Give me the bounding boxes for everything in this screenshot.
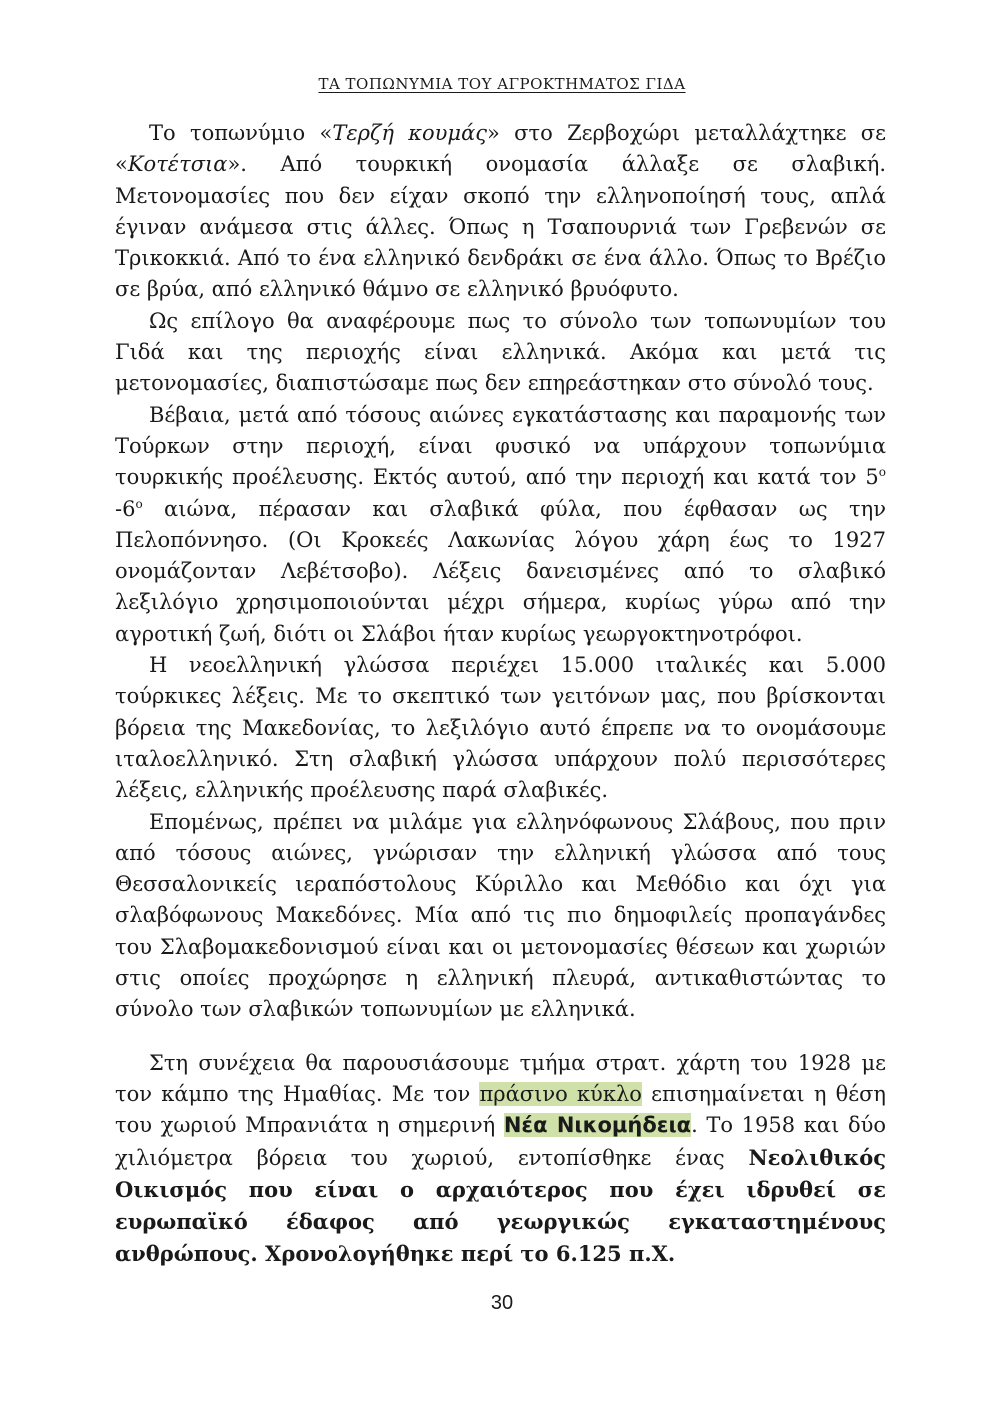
text-run: Βέβαια, μετά από τόσους αιώνες εγκατάστασης και παραμονής των Τούρκων στην περιοχή, είναι φυσικό να υπάρχουν τοπωνύμια τουρκικής προέλευσης. Εκτός αυτού, από την περιοχή και κατά τον 5 bbox=[115, 402, 886, 490]
paragraph-4: Η νεοελληνική γλώσσα περιέχει 15.000 ιταλικές και 5.000 τούρκικες λέξεις. Με το σκεπτικό των γειτόνων μας, που βρίσκονται βόρεια της Μακεδονίας, το λεξιλόγιο αυτό έπρεπε να το ονομάσουμε ιταλοελληνικό. Στη σλαβική γλώσσα υπάρχουν πολύ περισσότερες λέξεις, ελληνικής προέλευσης παρά σλαβικές. bbox=[115, 653, 886, 803]
paragraph-5: Επομένως, πρέπει να μιλάμε για ελληνόφωνους Σλάβους, που πριν από τόσους αιώνες, γνώρισαν την ελληνική γλώσσα από τους Θεσσαλονικείς ιεραπόστολους Κύριλλο και Μεθόδιο και όχι για σλαβόφωνους Μακεδόνες. Μία από τις πιο δημοφιλείς προπαγάνδες του Σλαβομακεδονισμού είναι και οι μετονομασίες θέσεων και χωριών στις οποίες προχώρησε η ελληνική πλευρά, αντικαθιστώντας το σύνολο των σλαβικών τοπωνυμίων με ελληνικά. bbox=[115, 809, 886, 1022]
running-header-text: ΤΑ ΤΟΠΩΝΥΜΙΑ ΤΟΥ ΑΓΡΟΚΤΗΜΑΤΟΣ ΓΙΔΑ bbox=[318, 75, 686, 93]
text-run: . Το 1958 και δύο χιλιόμετρα βόρεια του χωριού, εντοπίσθηκε ένας bbox=[115, 1113, 886, 1170]
highlighted-phrase: πράσινο κύκλο bbox=[479, 1081, 642, 1106]
ordinal-superscript: ο bbox=[878, 465, 886, 480]
highlighted-place-name: Νέα Νικομήδεια bbox=[503, 1113, 692, 1138]
text-run: επισημαίνεται η θέση του χωριού Μπρανιάτα η σημερινή bbox=[115, 1081, 887, 1138]
paragraph-6 bbox=[115, 1048, 886, 1271]
text-run: Το τοπωνύμιο « bbox=[149, 121, 333, 145]
ordinal-superscript: ο bbox=[135, 496, 143, 511]
paragraph-2: Ως επίλογο θα αναφέρουμε πως το σύνολο των τοπωνυμίων του Γιδά και της περιοχής είναι ελληνικά. Ακόμα και μετά τις μετονομασίες, διαπιστώσαμε πως δεν επηρεάστηκαν στο σύνολό τους. bbox=[115, 308, 886, 396]
text-run: Στη συνέχεια θα παρουσιάσουμε τμήμα στρατ. χάρτη του 1928 με τον κάμπο της Ημαθίας. Με τον bbox=[115, 1050, 886, 1106]
italic-term: Κοτέτσια bbox=[127, 152, 228, 177]
body-text bbox=[115, 118, 886, 1271]
text-run: αιώνα, πέρασαν και σλαβικά φύλα, που έφθασαν ως την Πελοπόννησο. (Οι Κροκεές Λακωνίας λόγου χάρη έως το 1927 ονομάζονταν Λεβέτσοβο). Λέξεις δανεισμένες από το σλαβικό λεξιλόγιο χρησιμοποιούνται μέχρι σήμερα, κυρίως γύρω από την αγροτική ζωή, διότι οι Σλάβοι ήταν κυρίως γεωργοκτηνοτρόφοι. bbox=[115, 496, 886, 646]
italic-term: Τερζή κουμάς bbox=[332, 121, 488, 145]
paragraph-1 bbox=[115, 118, 886, 306]
text-run: ». Από τουρκική ονομασία άλλαξε σε σλαβική. Μετονομασίες που δεν είχαν σκοπό την ελληνοποίησή τους, απλά έγιναν ανάμεσα στις άλλες. Όπως η Τσαπουρνιά των Γρεβενών σε Τρικοκκιά. Από το ένα ελληνικό δενδράκι σε ένα άλλο. Όπως το Βρέζιο σε βρύα, από ελληνικό θάμνο σε ελληνικό βρυόφυτο. bbox=[115, 152, 886, 302]
text-run: » στο Ζερβοχώρι μεταλλάχτηκε σε « bbox=[115, 121, 887, 177]
text-run: -6 bbox=[115, 496, 136, 521]
running-header bbox=[0, 75, 1004, 93]
page-number: 30 bbox=[490, 1292, 514, 1314]
paragraph-3 bbox=[115, 400, 886, 650]
bold-statement: Νεολιθικός Οικισμός που είναι ο αρχαιότερος που έχει ιδρυθεί σε ευρωπαϊκό έδαφος από γεωργικώς εγκαταστημένους ανθρώπους. Χρονολογήθηκε περί το 6.125 π.Χ. bbox=[115, 1144, 886, 1267]
